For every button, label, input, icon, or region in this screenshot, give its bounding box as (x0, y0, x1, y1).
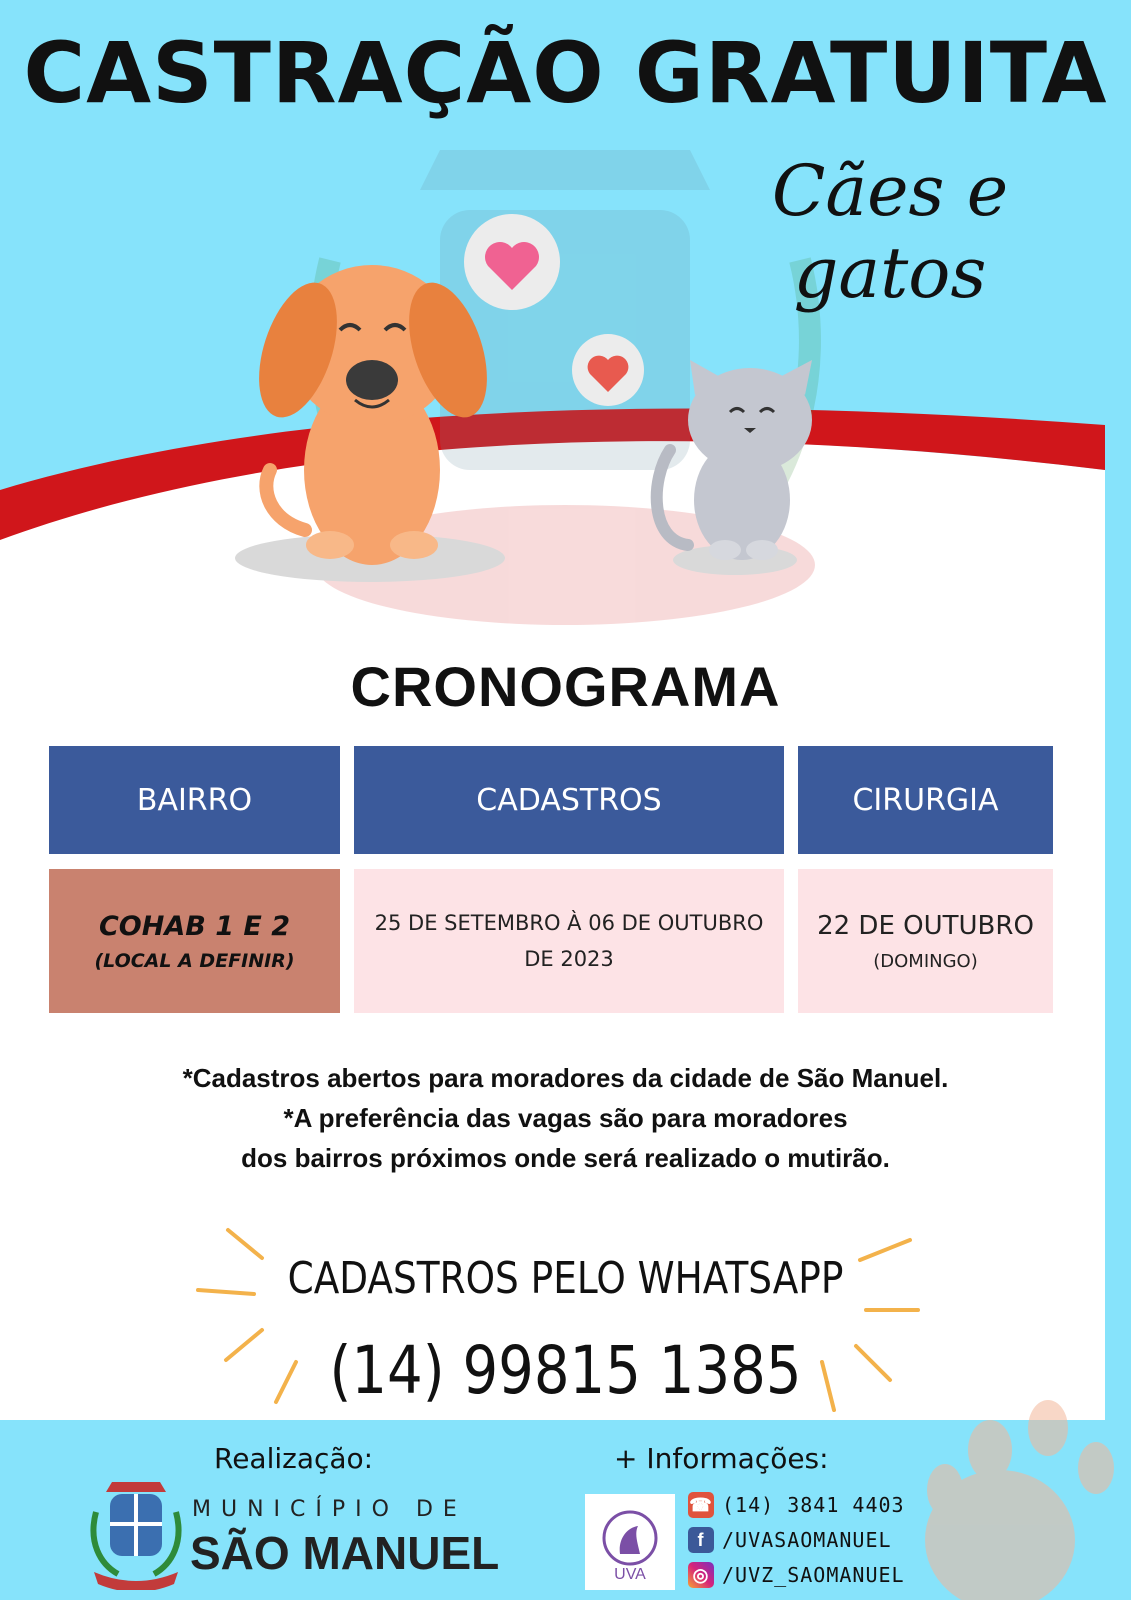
cirurgia-date: 22 DE OUTUBRO (817, 910, 1034, 941)
contact-phone (688, 1492, 905, 1518)
whatsapp-phone: (14) 99815 1385 (329, 1332, 802, 1409)
cell-cirurgia (798, 869, 1053, 1013)
contact-facebook[interactable] (688, 1527, 892, 1553)
header-cirurgia: CIRURGIA (798, 746, 1053, 854)
municipio-de: MUNICÍPIO DE (192, 1497, 467, 1522)
contact-facebook-text: /UVASAOMANUEL (722, 1528, 892, 1552)
facebook-icon: f (688, 1527, 714, 1553)
contact-phone-text: (14) 3841 4403 (722, 1493, 905, 1517)
cirurgia-note: (DOMINGO) (873, 950, 978, 972)
bairro-name: COHAB 1 E 2 (98, 910, 291, 942)
note-line-3: dos bairros próximos onde será realizado o mutirão. (241, 1143, 890, 1173)
notes-block (0, 1058, 1131, 1178)
heart-bubble-large (464, 214, 560, 310)
realizacao-label: Realização: (214, 1442, 374, 1475)
note-line-1: *Cadastros abertos para moradores da cidade de São Manuel. (182, 1063, 949, 1093)
municipal-coat-of-arms-icon (88, 1482, 184, 1590)
header-cadastros: CADASTROS (354, 746, 784, 854)
instagram-icon: ◎ (688, 1562, 714, 1588)
uva-logo (585, 1494, 675, 1590)
page-subtitle: Cães e gatos (771, 150, 1009, 314)
contact-instagram[interactable] (688, 1562, 905, 1588)
contact-instagram-text: /UVZ_SAOMANUEL (722, 1563, 905, 1587)
page-title: CASTRAÇÃO GRATUITA (23, 24, 1108, 122)
municipio-name: SÃO MANUEL (190, 1527, 500, 1579)
header-bairro: BAIRRO (49, 746, 340, 854)
cell-cadastros (354, 869, 784, 1013)
cadastros-line2: DE 2023 (524, 947, 614, 971)
whatsapp-label: CADASTROS PELO WHATSAPP (287, 1253, 844, 1304)
info-label: + Informações: (614, 1442, 829, 1475)
heart-bubble-small (572, 334, 644, 406)
note-line-2: *A preferência das vagas são para moradores (283, 1103, 848, 1133)
cell-bairro (49, 869, 340, 1013)
section-title: CRONOGRAMA (350, 655, 781, 718)
uva-logo-icon (600, 1510, 660, 1566)
phone-icon: ☎ (688, 1492, 714, 1518)
cadastros-line1: 25 DE SETEMBRO À 06 DE OUTUBRO (374, 911, 764, 935)
uva-logo-text: UVA (614, 1566, 646, 1583)
bairro-note: (LOCAL A DEFINIR) (94, 949, 295, 972)
